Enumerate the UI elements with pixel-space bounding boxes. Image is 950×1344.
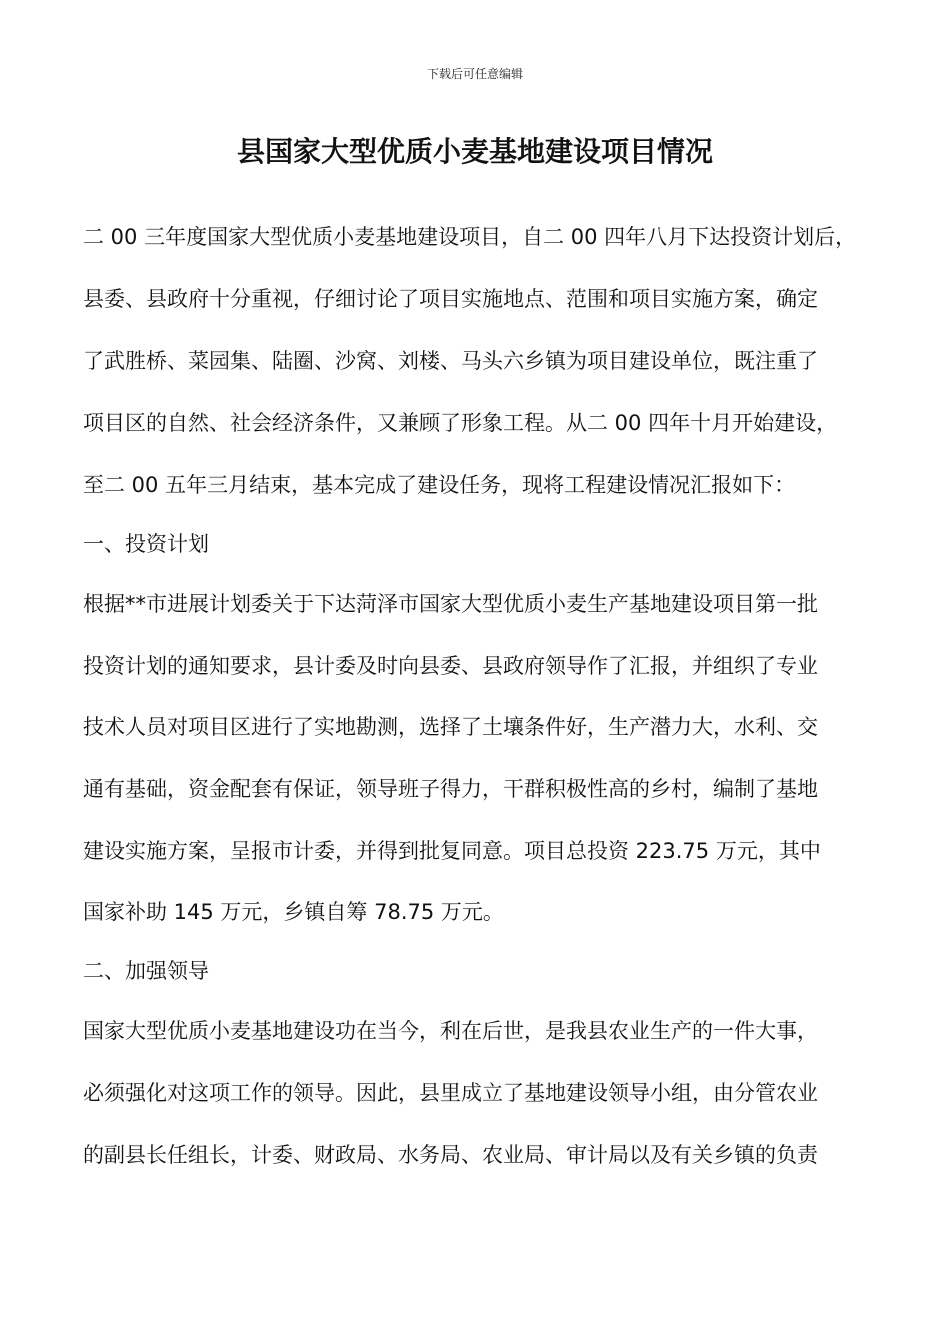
body-line-8: 技术人员对项目区进行了实地勘测，选择了土壤条件好，生产潜力大，水利、交 [83, 715, 818, 739]
document-title: 县国家大型优质小麦基地建设项目情况 [236, 135, 713, 168]
header-note: 下载后可任意编辑 [426, 67, 523, 81]
body-line-2: 县委、县政府十分重视，仔细讨论了项目实施地点、范围和项目实施方案，确定 [83, 287, 818, 311]
body-line-1: 二 00 三年度国家大型优质小麦基地建设项目，自二 00 四年八月下达投资计划后， [83, 225, 857, 249]
body-line-7: 投资计划的通知要求，县计委及时向县委、县政府领导作了汇报，并组织了专业 [83, 654, 818, 678]
section-heading-leadership: 二、加强领导 [83, 959, 209, 983]
body-line-5: 至二 00 五年三月结束，基本完成了建设任务，现将工程建设情况汇报如下： [83, 473, 796, 497]
body-line-13: 必须强化对这项工作的领导。因此，县里成立了基地建设领导小组，由分管农业 [83, 1081, 818, 1105]
body-line-14: 的副县长任组长，计委、财政局、水务局、农业局、审计局以及有关乡镇的负责 [83, 1143, 818, 1167]
body-line-12: 国家大型优质小麦基地建设功在当今，利在后世，是我县农业生产的一件大事， [83, 1019, 818, 1043]
body-line-4: 项目区的自然、社会经济条件，又兼顾了形象工程。从二 00 四年十月开始建设， [83, 411, 838, 435]
body-line-10: 建设实施方案，呈报市计委，并得到批复同意。项目总投资 223.75 万元，其中 [83, 839, 821, 863]
section-heading-investment: 一、投资计划 [83, 532, 209, 556]
body-line-6: 根据**市进展计划委关于下达菏泽市国家大型优质小麦生产基地建设项目第一批 [83, 592, 818, 616]
body-line-11: 国家补助 145 万元，乡镇自筹 78.75 万元。 [83, 900, 504, 924]
body-line-9: 通有基础，资金配套有保证，领导班子得力，干群积极性高的乡村，编制了基地 [83, 777, 818, 801]
body-line-3: 了武胜桥、菜园集、陆圈、沙窝、刘楼、马头六乡镇为项目建设单位，既注重了 [83, 349, 818, 373]
